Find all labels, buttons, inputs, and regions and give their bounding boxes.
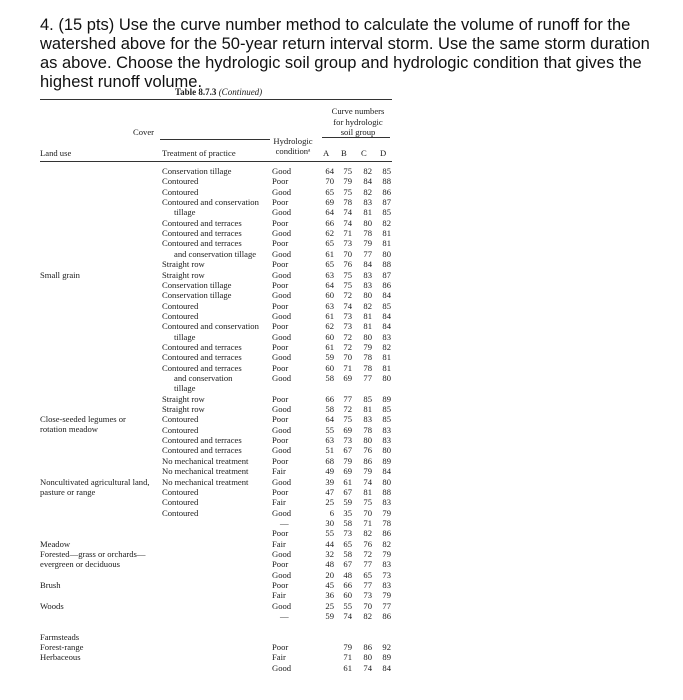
curve-number-cell: 83 xyxy=(363,269,372,280)
curve-number-cell: 86 xyxy=(382,186,391,197)
curve-number-cell: 45 xyxy=(325,580,334,590)
curve-number-cell: 71 xyxy=(343,652,352,663)
curve-number-cell: 80 xyxy=(363,435,372,446)
curve-number-cell: 85 xyxy=(382,300,391,311)
curve-number-cell: 86 xyxy=(382,611,391,622)
curve-number-cell: 79 xyxy=(343,176,352,187)
curve-number-cell: 25 xyxy=(325,600,334,611)
curve-number-cell: 58 xyxy=(343,517,352,528)
curve-number-cell: 64 xyxy=(325,166,334,176)
curve-number-cell: 60 xyxy=(343,590,352,601)
curve-number-cell: 84 xyxy=(382,321,391,332)
curve-number-cell: 61 xyxy=(343,476,352,487)
condition-cell: Poor xyxy=(272,321,289,332)
curve-number-cell: 75 xyxy=(343,166,352,176)
treatment-cell: Contoured and terraces xyxy=(162,352,242,363)
curve-number-cell: 77 xyxy=(343,393,352,404)
curve-number-cell: 58 xyxy=(325,373,334,383)
curve-number-cell: 72 xyxy=(343,331,352,342)
header-cover: Cover xyxy=(133,127,155,137)
curve-number-cell: 75 xyxy=(343,279,352,290)
curve-number-cell: 78 xyxy=(363,424,372,435)
condition-cell: Good xyxy=(272,445,292,456)
curve-number-cell: 81 xyxy=(363,321,372,332)
curve-number-cell: 88 xyxy=(382,259,391,270)
curve-number-cell: 63 xyxy=(325,269,334,280)
curve-number-cell: 75 xyxy=(343,414,352,425)
condition-cell: Poor xyxy=(272,300,289,311)
curve-number-cell: 78 xyxy=(343,197,352,208)
curve-number-cell: 62 xyxy=(325,228,334,239)
curve-number-cell: 73 xyxy=(343,528,352,539)
condition-cell: Poor xyxy=(272,559,289,570)
curve-number-cell: 81 xyxy=(363,404,372,415)
condition-cell: Poor xyxy=(272,580,289,590)
curve-number-cell: 70 xyxy=(343,352,352,363)
land-use-label: Close-seeded legumes or rotation meadow xyxy=(40,414,126,435)
curve-number-cell: 71 xyxy=(343,362,352,373)
curve-number-cell: 83 xyxy=(382,331,391,342)
curve-number-cell: 59 xyxy=(325,611,334,622)
condition-cell: Poor xyxy=(272,217,289,228)
curve-number-cell: 75 xyxy=(343,186,352,197)
curve-number-cell: 88 xyxy=(382,486,391,497)
curve-number-cell: 64 xyxy=(325,279,334,290)
curve-number-cell: 82 xyxy=(363,611,372,622)
question-text: 4. (15 pts) Use the curve number method to calculate the volume of runoff for the watershed above for the 50-year return interval storm. Use the same storm duration as above. Choose the hydrologic soil group and hydrologic condition that gives the highest runoff volume. xyxy=(40,16,650,91)
curve-number-cell: 82 xyxy=(363,166,372,176)
condition-cell: Good xyxy=(272,600,292,611)
curve-number-cell: 67 xyxy=(343,559,352,570)
header-land-use: Land use xyxy=(40,148,72,158)
condition-cell: Good xyxy=(272,662,292,673)
curve-number-cell: 55 xyxy=(325,528,334,539)
curve-number-cell: 44 xyxy=(325,538,334,549)
condition-cell: Poor xyxy=(272,393,289,404)
curve-number-cell: 84 xyxy=(382,290,391,301)
curve-number-cell: 80 xyxy=(382,476,391,487)
curve-number-cell: 73 xyxy=(343,310,352,321)
curve-number-cell: 63 xyxy=(325,300,334,311)
condition-cell: Good xyxy=(272,507,292,518)
curve-number-cell: 78 xyxy=(363,352,372,363)
curve-number-cell: 59 xyxy=(325,352,334,363)
curve-number-cell: 72 xyxy=(363,548,372,559)
curve-number-cell: 82 xyxy=(363,300,372,311)
treatment-cell: Contoured and terraces xyxy=(162,238,242,249)
curve-number-cell: 83 xyxy=(382,580,391,590)
curve-number-cell: 69 xyxy=(343,424,352,435)
curve-number-cell: 39 xyxy=(325,476,334,487)
curve-number-cell: 66 xyxy=(325,393,334,404)
curve-number-cell: 73 xyxy=(343,238,352,249)
treatment-cell: No mechanical treatment xyxy=(162,476,249,487)
treatment-cell: Contoured xyxy=(162,486,199,497)
condition-cell: Poor xyxy=(272,176,289,187)
land-use-label: Woods xyxy=(40,600,64,611)
curve-number-cell: 80 xyxy=(363,652,372,663)
land-use-label: Meadow xyxy=(40,538,71,549)
condition-cell: Good xyxy=(272,228,292,239)
curve-number-cell: 79 xyxy=(363,238,372,249)
condition-cell: Good xyxy=(272,569,292,580)
curve-number-cell: 69 xyxy=(343,373,352,383)
curve-number-cell: 83 xyxy=(382,497,391,508)
treatment-cell: Straight row xyxy=(162,393,205,404)
curve-number-cell: 60 xyxy=(325,290,334,301)
curve-number-cell: 49 xyxy=(325,466,334,477)
curve-number-cell: 47 xyxy=(325,486,334,497)
curve-number-cell: 61 xyxy=(325,248,334,259)
treatment-cell: Conservation tillage xyxy=(162,290,232,301)
curve-number-cell: 79 xyxy=(343,455,352,466)
curve-number-cell: 61 xyxy=(343,662,352,673)
condition-cell: Fair xyxy=(272,590,286,601)
cover-header-rule xyxy=(160,139,270,140)
condition-cell: Fair xyxy=(272,538,286,549)
curve-number-cell: 83 xyxy=(382,435,391,446)
curve-number-cell: 72 xyxy=(343,404,352,415)
curve-number-cell: 74 xyxy=(343,611,352,622)
condition-cell: — xyxy=(280,517,289,528)
curve-number-cell: 20 xyxy=(325,569,334,580)
curve-number-cell: 70 xyxy=(363,600,372,611)
treatment-cell: Contoured and terraces xyxy=(162,362,242,373)
curve-number-cell: 89 xyxy=(382,652,391,663)
condition-cell: Good xyxy=(272,248,292,259)
curve-number-cell: 89 xyxy=(382,393,391,404)
curve-number-cell: 71 xyxy=(363,517,372,528)
curve-number-cell: 76 xyxy=(363,538,372,549)
curve-number-cell: 77 xyxy=(363,248,372,259)
curve-number-cell: 79 xyxy=(382,507,391,518)
treatment-cell: Contoured xyxy=(162,300,199,311)
curve-number-cell: 83 xyxy=(382,424,391,435)
curve-number-cell: 48 xyxy=(325,559,334,570)
curve-number-cell: 77 xyxy=(363,559,372,570)
treatment-cell: Straight row xyxy=(162,259,205,270)
top-rule xyxy=(40,99,392,100)
header-curve-numbers: Curve numbers for hydrologic soil group xyxy=(331,106,385,137)
curve-number-cell: 72 xyxy=(343,341,352,352)
condition-cell: Poor xyxy=(272,414,289,425)
condition-cell: Good xyxy=(272,373,292,383)
treatment-cell: Contoured xyxy=(162,497,199,508)
curve-number-cell: 76 xyxy=(363,445,372,456)
curve-number-cell: 74 xyxy=(363,476,372,487)
curve-number-cell: 72 xyxy=(343,290,352,301)
curve-number-cell: 88 xyxy=(382,176,391,187)
curve-number-cell: 84 xyxy=(382,310,391,321)
curve-number-cell: 87 xyxy=(382,197,391,208)
curve-number-cell: 89 xyxy=(382,455,391,466)
curve-number-cell: 79 xyxy=(363,341,372,352)
curve-number-cell: 81 xyxy=(382,228,391,239)
condition-cell: Good xyxy=(272,310,292,321)
condition-cell: Poor xyxy=(272,642,289,653)
land-use-label: Small grain xyxy=(40,269,80,280)
curve-number-cell: 70 xyxy=(343,248,352,259)
curve-number-cell: 70 xyxy=(363,507,372,518)
curve-number-cell: 81 xyxy=(382,352,391,363)
treatment-cell: tillage xyxy=(174,383,196,394)
condition-cell: Poor xyxy=(272,238,289,249)
condition-cell: Good xyxy=(272,424,292,435)
treatment-cell: Contoured xyxy=(162,414,199,425)
treatment-cell: No mechanical treatment xyxy=(162,466,249,477)
curve-number-cell: 61 xyxy=(325,310,334,321)
curve-number-cell: 69 xyxy=(325,197,334,208)
curve-number-cell: 66 xyxy=(325,217,334,228)
curve-number-cell: 74 xyxy=(343,217,352,228)
curve-header-rule xyxy=(322,137,390,138)
curve-number-cell: 85 xyxy=(382,404,391,415)
condition-cell: Poor xyxy=(272,362,289,373)
curve-number-cell: 82 xyxy=(382,538,391,549)
treatment-cell: Conservation tillage xyxy=(162,166,232,176)
land-use-label: Forested—grass or orchards—evergreen or deciduous xyxy=(40,548,146,569)
curve-number-cell: 68 xyxy=(325,455,334,466)
curve-number-cell: 48 xyxy=(343,569,352,580)
curve-number-cell: 32 xyxy=(325,548,334,559)
header-treatment: Treatment of practice xyxy=(162,148,236,158)
curve-number-cell: 78 xyxy=(363,362,372,373)
curve-number-cell: 85 xyxy=(382,414,391,425)
curve-number-cell: 69 xyxy=(343,466,352,477)
curve-number-cell: 85 xyxy=(382,166,391,176)
treatment-cell: Contoured xyxy=(162,424,199,435)
condition-cell: Good xyxy=(272,352,292,363)
condition-cell: Good xyxy=(272,290,292,301)
table-title-note: (Continued) xyxy=(218,87,263,97)
curve-number-cell: 59 xyxy=(343,497,352,508)
curve-number-cell: 77 xyxy=(363,373,372,383)
condition-cell: Good xyxy=(272,476,292,487)
condition-cell: Good xyxy=(272,548,292,559)
land-use-label: Noncultivated agricultural land, pasture or range xyxy=(40,476,150,497)
curve-number-cell: 63 xyxy=(325,435,334,446)
treatment-cell: Contoured and terraces xyxy=(162,217,242,228)
treatment-cell: and conservation xyxy=(174,373,233,383)
curve-number-cell: 80 xyxy=(382,248,391,259)
curve-number-cell: 67 xyxy=(343,445,352,456)
header-bottom-rule xyxy=(40,161,392,162)
curve-number-cell: 6 xyxy=(329,507,334,518)
curve-number-cell: 79 xyxy=(343,642,352,653)
header-group-c: C xyxy=(361,148,367,158)
condition-cell: Poor xyxy=(272,279,289,290)
curve-number-cell: 80 xyxy=(382,373,391,383)
curve-number-cell: 86 xyxy=(382,279,391,290)
curve-number-cell: 62 xyxy=(325,321,334,332)
curve-number-cell: 64 xyxy=(325,207,334,218)
curve-number-cell: 65 xyxy=(325,238,334,249)
curve-number-cell: 67 xyxy=(343,486,352,497)
curve-number-cell: 83 xyxy=(382,559,391,570)
condition-cell: Poor xyxy=(272,259,289,270)
curve-number-cell: 60 xyxy=(325,331,334,342)
curve-number-cell: 86 xyxy=(382,528,391,539)
curve-number-cell: 74 xyxy=(363,662,372,673)
curve-number-cell: 65 xyxy=(325,186,334,197)
curve-number-cell: 65 xyxy=(343,538,352,549)
condition-cell: Poor xyxy=(272,341,289,352)
curve-number-cell: 82 xyxy=(382,341,391,352)
treatment-cell: Contoured xyxy=(162,310,199,321)
curve-number-cell: 84 xyxy=(382,466,391,477)
condition-cell: Good xyxy=(272,404,292,415)
treatment-cell: Contoured xyxy=(162,176,199,187)
curve-number-cell: 61 xyxy=(325,341,334,352)
treatment-cell: Contoured and terraces xyxy=(162,435,242,446)
curve-number-cell: 82 xyxy=(363,528,372,539)
curve-number-cell: 65 xyxy=(363,569,372,580)
curve-number-cell: 84 xyxy=(382,662,391,673)
curve-number-cell: 81 xyxy=(382,362,391,373)
curve-number-cell: 55 xyxy=(343,600,352,611)
condition-cell: Good xyxy=(272,331,292,342)
treatment-cell: Straight row xyxy=(162,404,205,415)
treatment-cell: tillage xyxy=(174,331,196,342)
curve-number-cell: 81 xyxy=(363,486,372,497)
treatment-cell: No mechanical treatment xyxy=(162,455,249,466)
curve-number-cell: 64 xyxy=(325,414,334,425)
treatment-cell: tillage xyxy=(174,207,196,218)
curve-number-cell: 58 xyxy=(343,548,352,559)
curve-number-cell: 81 xyxy=(382,238,391,249)
curve-number-cell: 74 xyxy=(343,207,352,218)
land-use-label: Farmsteads xyxy=(40,631,80,642)
curve-number-cell: 36 xyxy=(325,590,334,601)
treatment-cell: Conservation tillage xyxy=(162,279,232,290)
condition-cell: Poor xyxy=(272,486,289,497)
condition-cell: Poor xyxy=(272,455,289,466)
land-use-label: Forest-range xyxy=(40,642,84,653)
curve-number-cell: 84 xyxy=(363,176,372,187)
curve-number-cell: 79 xyxy=(382,548,391,559)
condition-cell: Good xyxy=(272,207,292,218)
condition-cell: Fair xyxy=(272,466,286,477)
condition-cell: Fair xyxy=(272,497,286,508)
treatment-cell: Straight row xyxy=(162,269,205,280)
curve-number-cell: 92 xyxy=(382,642,391,653)
curve-number-cell: 82 xyxy=(363,186,372,197)
curve-number-cell: 84 xyxy=(363,259,372,270)
curve-number-cell: 25 xyxy=(325,497,334,508)
treatment-cell: Contoured and conservation xyxy=(162,321,259,332)
condition-cell: Fair xyxy=(272,652,286,663)
condition-cell: Good xyxy=(272,269,292,280)
table-title: Table 8.7.3 xyxy=(175,87,217,97)
curve-number-cell: 60 xyxy=(325,362,334,373)
curve-number-cell: 58 xyxy=(325,404,334,415)
curve-number-cell: 78 xyxy=(382,517,391,528)
treatment-cell: Contoured xyxy=(162,507,199,518)
curve-number-cell: 82 xyxy=(382,217,391,228)
curve-number-cell: 81 xyxy=(363,310,372,321)
curve-number-cell: 81 xyxy=(363,207,372,218)
condition-cell: Poor xyxy=(272,528,289,539)
curve-number-cell: 55 xyxy=(325,424,334,435)
curve-number-cell: 85 xyxy=(382,207,391,218)
curve-number-cell: 83 xyxy=(363,279,372,290)
condition-cell: — xyxy=(280,611,289,622)
header-group-d: D xyxy=(380,148,387,158)
curve-number-cell: 70 xyxy=(325,176,334,187)
curve-number-cell: 86 xyxy=(363,642,372,653)
curve-number-cell: 86 xyxy=(363,455,372,466)
curve-number-cell: 76 xyxy=(343,259,352,270)
curve-number-cell: 77 xyxy=(363,580,372,590)
treatment-cell: Contoured and conservation xyxy=(162,197,259,208)
header-group-a: A xyxy=(323,148,330,158)
treatment-cell: Contoured and terraces xyxy=(162,228,242,239)
treatment-cell: Contoured xyxy=(162,186,199,197)
curve-number-cell: 73 xyxy=(343,321,352,332)
curve-number-cell: 35 xyxy=(343,507,352,518)
curve-number-cell: 85 xyxy=(363,393,372,404)
condition-cell: Poor xyxy=(272,197,289,208)
curve-number-cell: 83 xyxy=(363,197,372,208)
condition-cell: Poor xyxy=(272,435,289,446)
curve-number-cell: 74 xyxy=(343,300,352,311)
table-caption xyxy=(175,87,262,97)
curve-number-cell: 78 xyxy=(363,228,372,239)
curve-number-cell: 77 xyxy=(382,600,391,611)
curve-number-cell: 73 xyxy=(382,569,391,580)
header-group-b: B xyxy=(341,148,347,158)
condition-cell: Good xyxy=(272,186,292,197)
curve-number-cell: 71 xyxy=(343,228,352,239)
curve-number-cell: 87 xyxy=(382,269,391,280)
curve-number-cell: 73 xyxy=(363,590,372,601)
treatment-cell: and conservation tillage xyxy=(174,248,257,259)
condition-cell: Good xyxy=(272,166,292,176)
curve-number-cell: 79 xyxy=(363,466,372,477)
land-use-label: Brush xyxy=(40,580,61,590)
curve-number-cell: 80 xyxy=(363,331,372,342)
treatment-cell: Contoured and terraces xyxy=(162,445,242,456)
curve-number-cell: 75 xyxy=(343,269,352,280)
header-hydrologic-condition: Hydrologic conditionᵃ xyxy=(273,136,313,156)
curve-number-cell: 30 xyxy=(325,517,334,528)
curve-number-cell: 80 xyxy=(363,217,372,228)
curve-number-cell: 65 xyxy=(325,259,334,270)
curve-number-cell: 80 xyxy=(382,445,391,456)
treatment-cell: Contoured and terraces xyxy=(162,341,242,352)
curve-number-cell: 73 xyxy=(343,435,352,446)
curve-number-cell: 83 xyxy=(363,414,372,425)
curve-number-cell: 79 xyxy=(382,590,391,601)
curve-number-cell: 66 xyxy=(343,580,352,590)
curve-number-cell: 75 xyxy=(363,497,372,508)
land-use-label: Herbaceous xyxy=(40,652,81,663)
curve-number-cell: 51 xyxy=(325,445,334,456)
curve-number-cell: 80 xyxy=(363,290,372,301)
